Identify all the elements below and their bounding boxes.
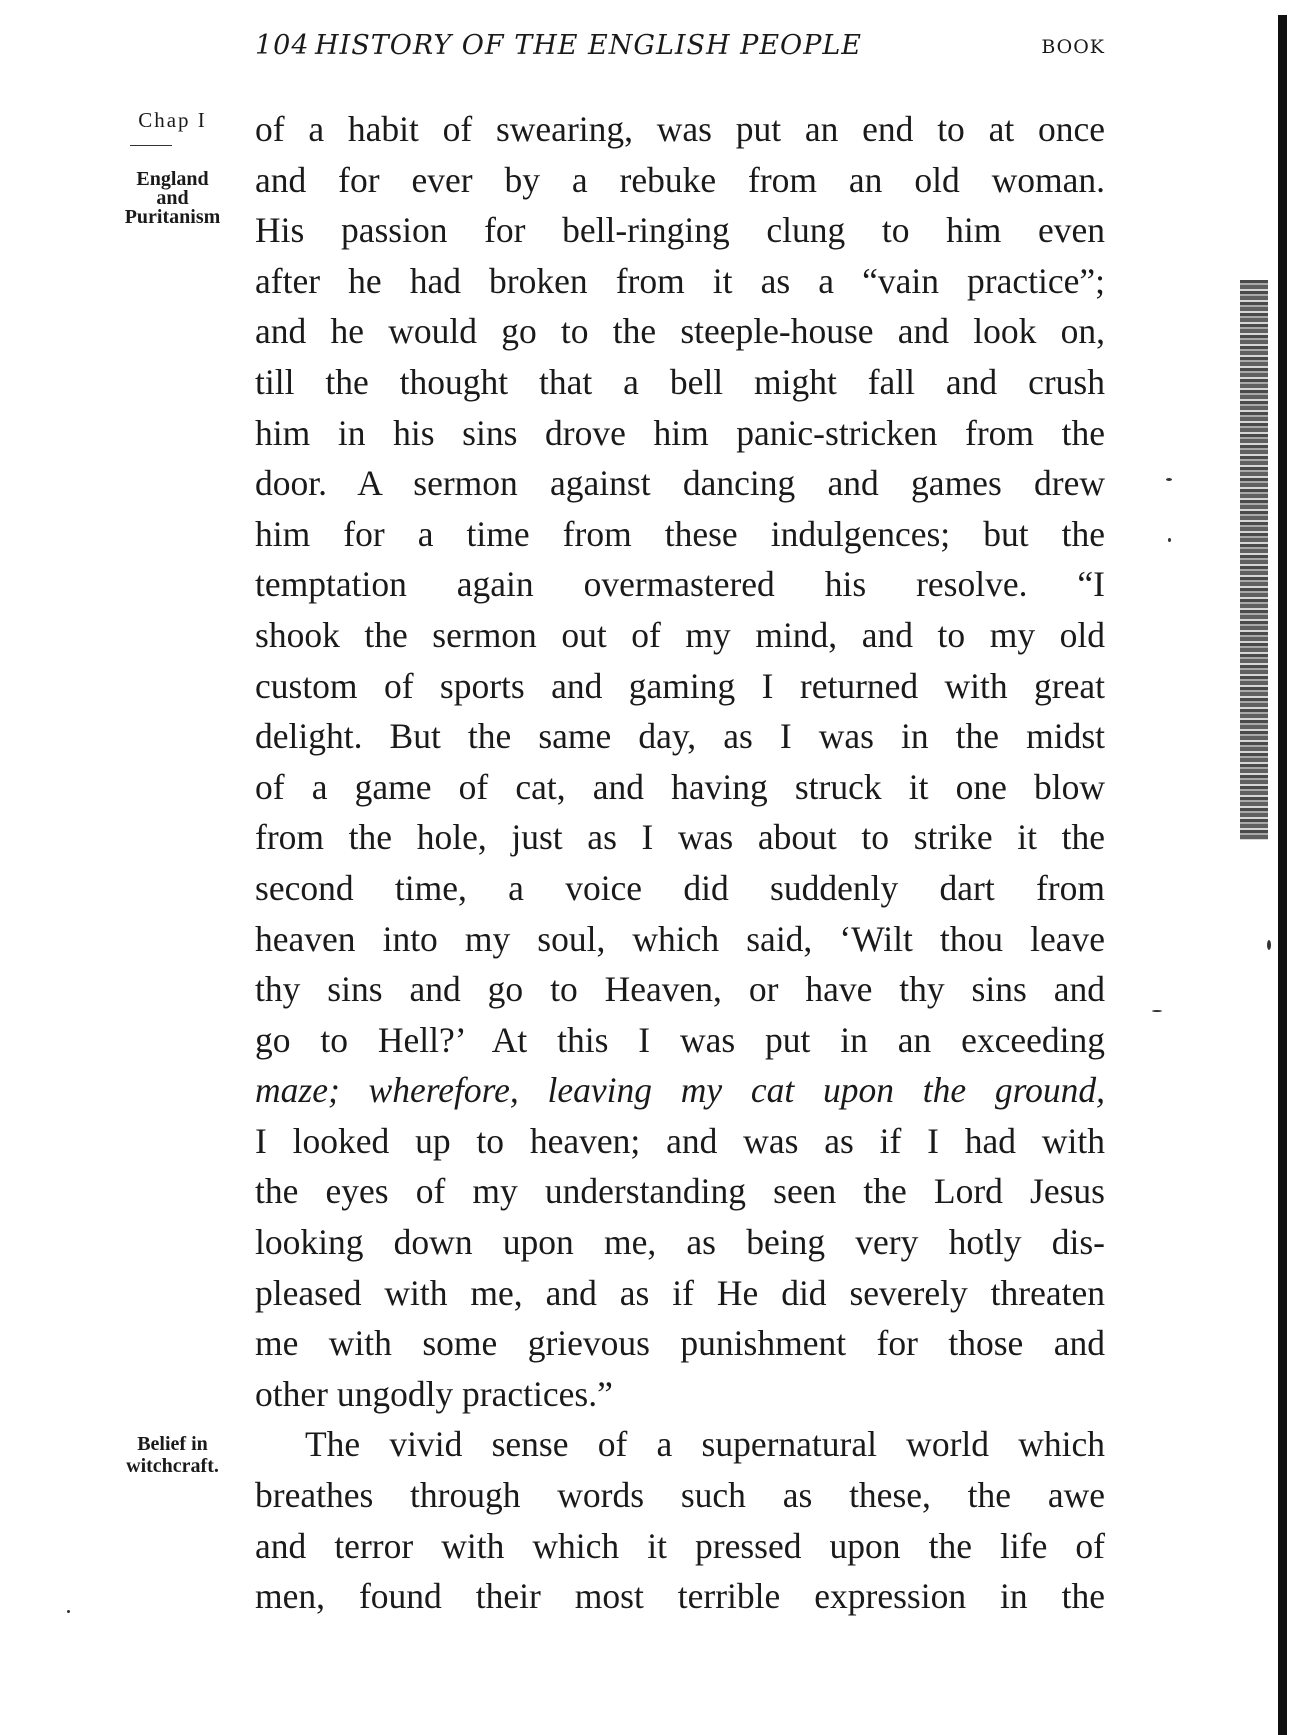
scan-binding-edge (1278, 15, 1287, 1735)
text-line: pleased with me, and as if He did severely threaten (255, 1272, 1105, 1313)
text-line: shook the sermon out of my mind, and to my old (255, 614, 1105, 655)
text-line: after he had broken from it as a “vain practice”; (255, 260, 1105, 301)
page-number: 104 (255, 30, 310, 61)
margin-note-england-and-puritanism (85, 170, 260, 227)
margin-note-belief-in-witchcraft (85, 1433, 260, 1477)
running-title: HISTORY OF THE ENGLISH PEOPLE (315, 30, 862, 61)
text-line: him for a time from these indulgences; but the (255, 513, 1105, 554)
text-line: delight. But the same day, as I was in the midst (255, 716, 1105, 757)
text-line: The vivid sense of a supernatural world which (305, 1424, 1105, 1465)
text-line: His passion for bell-ringing clung to him even (255, 210, 1105, 251)
body-text (255, 104, 1105, 1622)
scan-speck (1267, 940, 1271, 950)
text-line: and terror with which it pressed upon the life of (255, 1525, 1105, 1566)
text-line: go to Hell?’ At this I was put in an exceeding (255, 1019, 1105, 1060)
text-line: of a game of cat, and having struck it one blow (255, 766, 1105, 807)
text-line: temptation again overmastered his resolve. “I (255, 564, 1105, 605)
scan-speck (1168, 538, 1171, 542)
text-line: looking down upon me, as being very hotly dis- (255, 1222, 1105, 1263)
scan-speck (1166, 478, 1172, 481)
text-line: door. A sermon against dancing and games drew (255, 463, 1105, 504)
text-line: till the thought that a bell might fall and crush (255, 361, 1105, 402)
text-line: me with some grievous punishment for those and (255, 1323, 1105, 1364)
text-line: heaven into my soul, which said, ‘Wilt thou leave (255, 918, 1105, 959)
book-label: BOOK (1041, 36, 1105, 58)
text-line: and he would go to the steeple-house and look on, (255, 311, 1105, 352)
margin-note-line: Belief in (137, 1433, 208, 1455)
text-line: the eyes of my understanding seen the Lord Jesus (255, 1171, 1105, 1212)
text-line: maze; wherefore, leaving my cat upon the ground, (255, 1070, 1105, 1111)
text-line: I looked up to heaven; and was as if I had with (255, 1120, 1105, 1161)
scan-speck (67, 1610, 70, 1613)
text-line: him in his sins drove him panic-stricken from the (255, 412, 1105, 453)
scan-speck (1152, 1010, 1162, 1012)
running-header (255, 30, 1105, 70)
text-line: breathes through words such as these, the awe (255, 1475, 1105, 1516)
margin-note-line: witchcraft. (126, 1455, 219, 1477)
margin-note-line: and (156, 187, 189, 209)
text-line: men, found their most terrible expression in the (255, 1576, 1105, 1617)
scan-binding-texture (1240, 280, 1268, 840)
text-line: second time, a voice did suddenly dart from (255, 867, 1105, 908)
text-line: of a habit of swearing, was put an end to at once (255, 109, 1105, 149)
text-line: and for ever by a rebuke from an old woman. (255, 159, 1105, 200)
chapter-label: Chap I (138, 108, 207, 132)
text-line: from the hole, just as I was about to strike it the (255, 817, 1105, 858)
margin-note-line: England (136, 168, 209, 190)
text-line: thy sins and go to Heaven, or have thy sins and (255, 969, 1105, 1010)
chapter-rule (130, 145, 172, 146)
text-line: other ungodly practices.” (255, 1373, 613, 1414)
margin-note-line: Puritanism (124, 206, 221, 228)
text-line: custom of sports and gaming I returned with great (255, 665, 1105, 706)
